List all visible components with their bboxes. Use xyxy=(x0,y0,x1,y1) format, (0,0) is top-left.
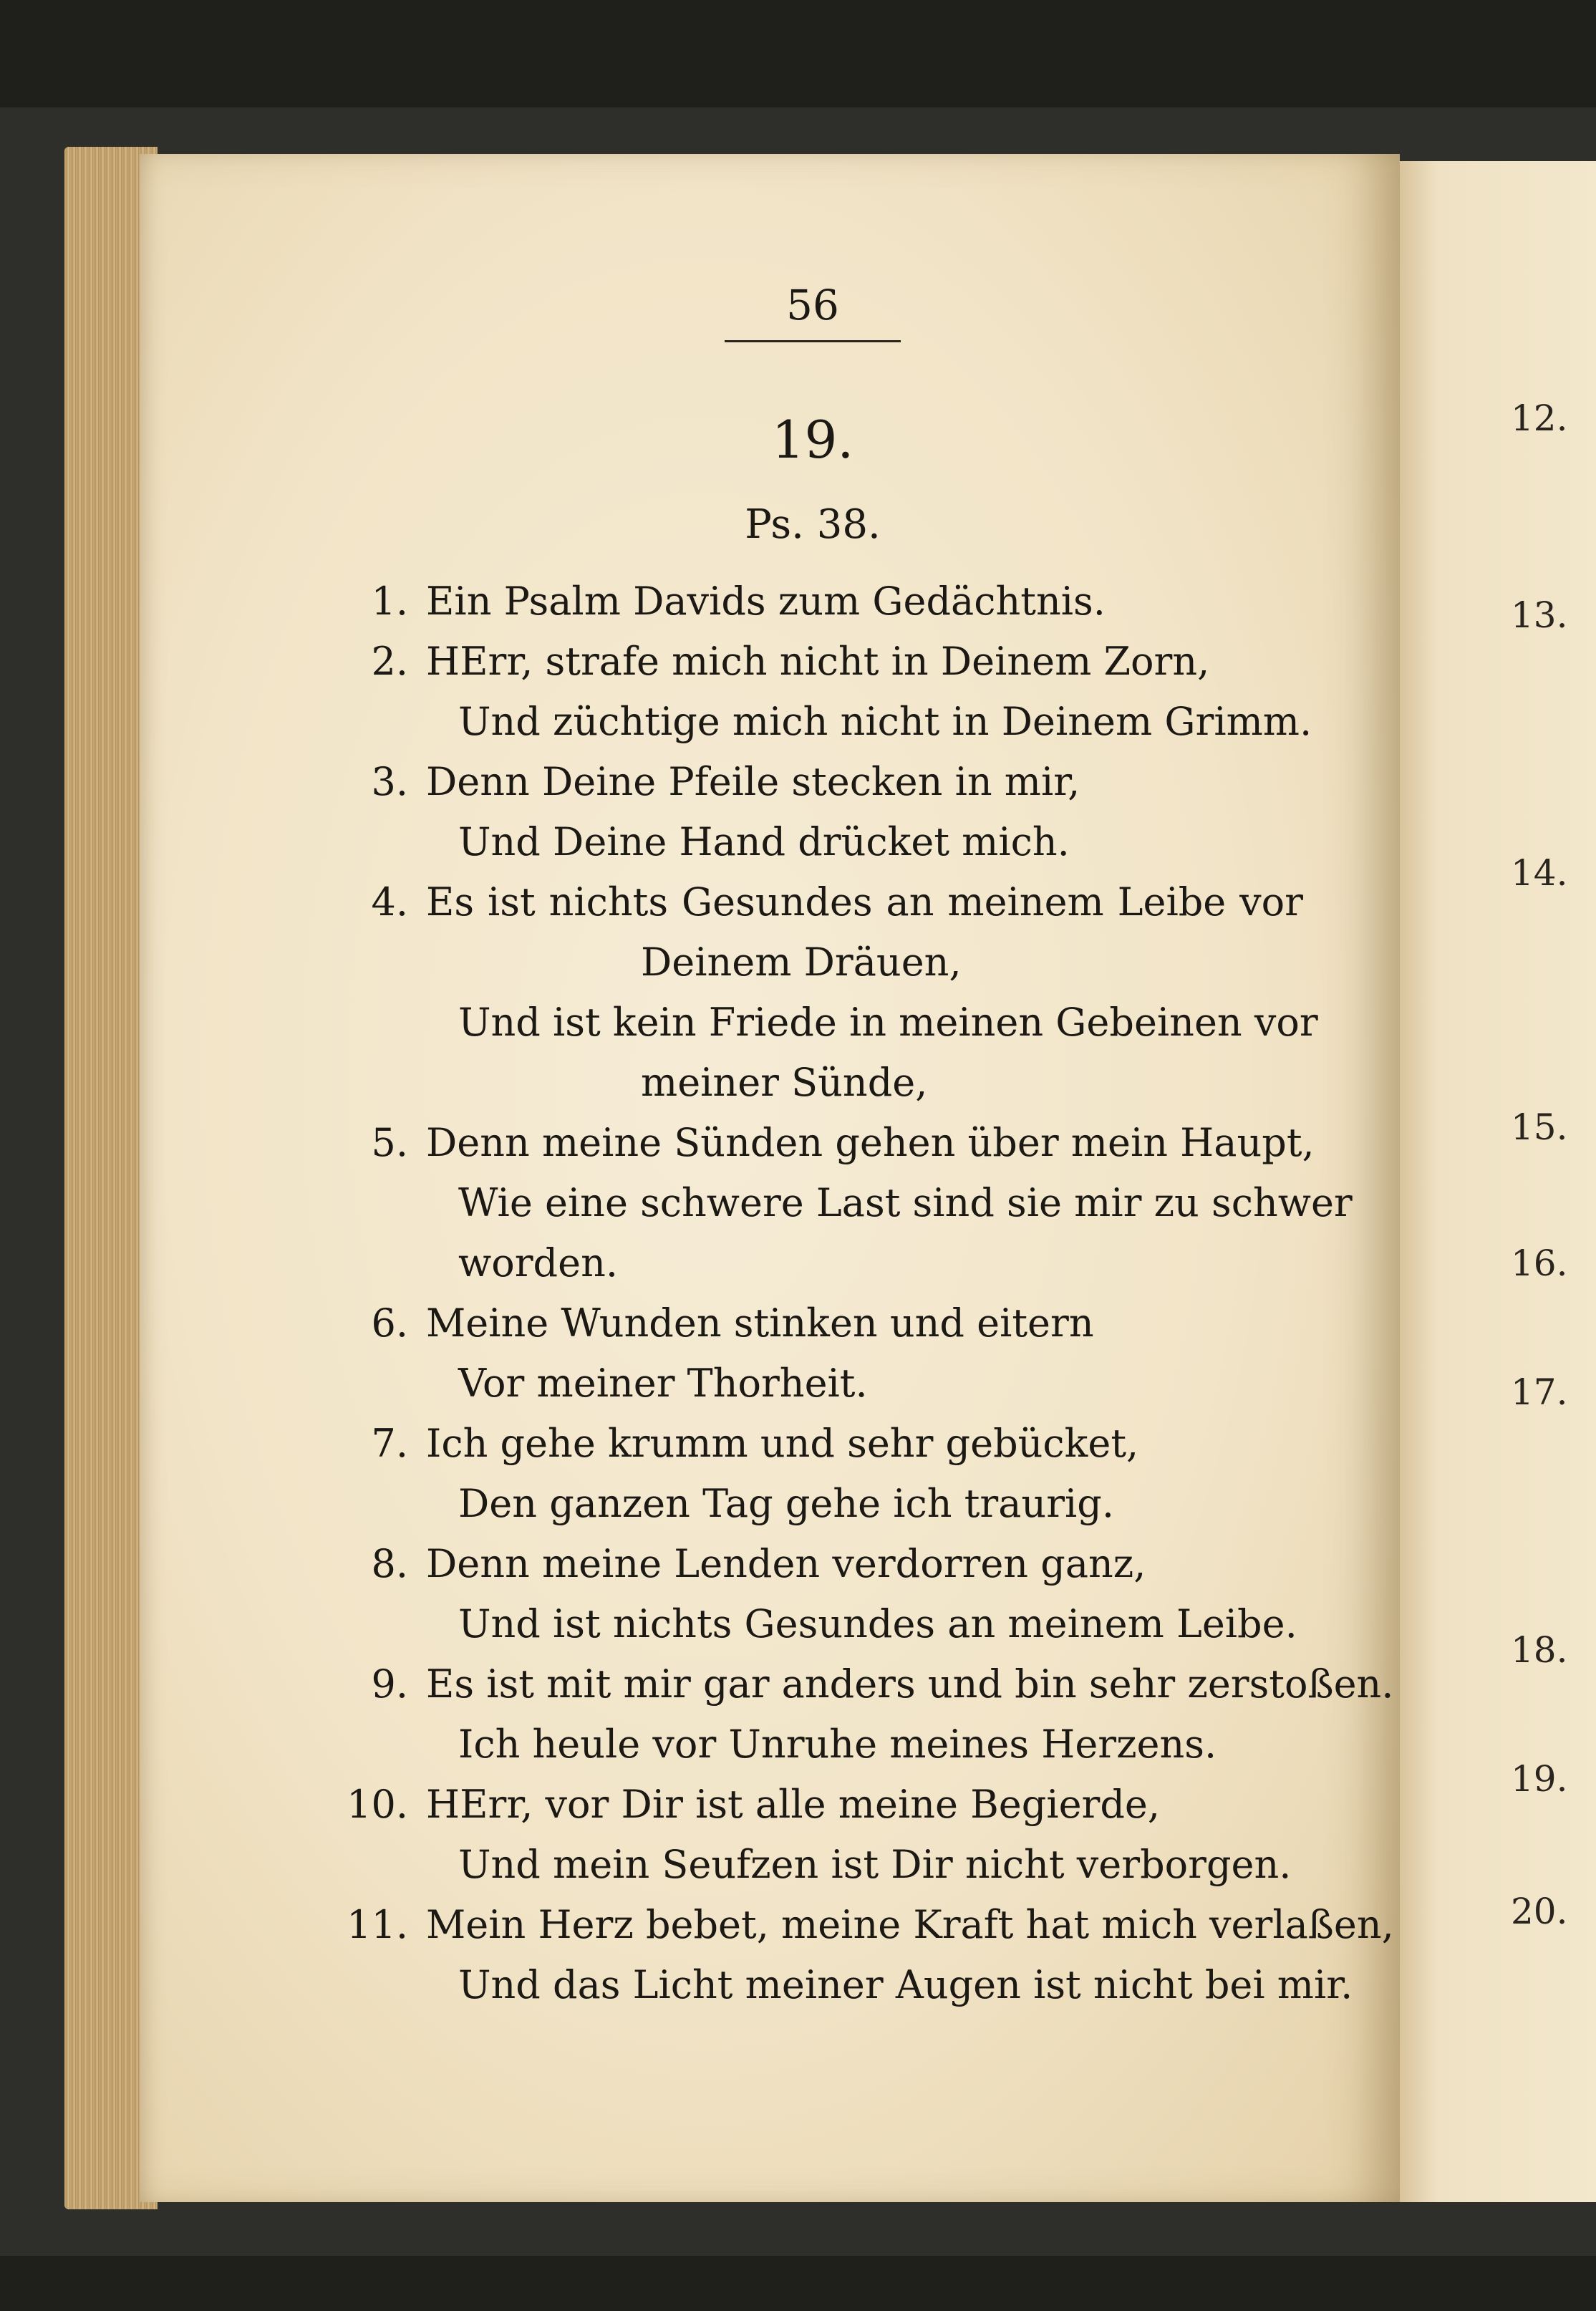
verse-number: 8. xyxy=(371,1541,408,1586)
facing-number: 12. xyxy=(1511,397,1568,439)
verse-text: Und mein Seufzen ist Dir nicht verborgen. xyxy=(458,1842,1292,1887)
verse-10-line-1 xyxy=(329,1775,1303,1835)
facing-number: 16. xyxy=(1511,1243,1568,1284)
verse-3-line-1 xyxy=(329,752,1303,812)
verse-number: 10. xyxy=(347,1782,408,1827)
header-rule xyxy=(725,340,901,342)
verse-7-line-2 xyxy=(329,1474,1303,1534)
verse-number: 6. xyxy=(371,1301,408,1346)
verse-5-line-2 xyxy=(329,1173,1353,1233)
verse-text: Denn meine Lenden verdorren ganz, xyxy=(426,1541,1146,1586)
page-number: 56 xyxy=(786,281,839,329)
verse-number: 7. xyxy=(371,1421,408,1466)
verse-text: Und ist kein Friede in meinen Gebeinen vor xyxy=(458,1000,1318,1045)
verse-text: Es ist mit mir gar anders und bin sehr zerstoßen. xyxy=(426,1661,1394,1707)
verse-2-line-2 xyxy=(329,692,1312,752)
verse-6-line-2 xyxy=(329,1354,1303,1414)
facing-number: 13. xyxy=(1511,594,1568,636)
verse-text: Meine Wunden stinken und eitern xyxy=(426,1301,1094,1346)
verse-11-line-1 xyxy=(329,1895,1394,1955)
verse-text: worden. xyxy=(458,1240,619,1285)
facing-page-verse-numbers xyxy=(1504,0,1596,2311)
psalm-number: 19. xyxy=(771,410,854,470)
verse-5-line-3 xyxy=(329,1233,1303,1293)
verse-number: 9. xyxy=(371,1661,408,1707)
facing-number: 15. xyxy=(1511,1106,1568,1148)
facing-number: 14. xyxy=(1511,852,1568,894)
verse-text: Ich gehe krumm und sehr gebücket, xyxy=(426,1421,1139,1466)
verse-text: Und das Licht meiner Augen ist nicht bei mir. xyxy=(458,1962,1353,2007)
verse-5-line-1 xyxy=(329,1113,1315,1173)
facing-number: 20. xyxy=(1511,1891,1568,1932)
verse-number: 5. xyxy=(371,1120,408,1165)
verse-3-line-2 xyxy=(329,812,1303,872)
verse-2-line-1 xyxy=(329,632,1303,692)
verse-text: meiner Sünde, xyxy=(641,1060,928,1105)
psalm-reference: Ps. 38. xyxy=(745,501,881,548)
verse-number: 4. xyxy=(371,879,408,925)
facing-number: 18. xyxy=(1511,1629,1568,1671)
verse-text: Es ist nichts Gesundes an meinem Leibe vor xyxy=(426,879,1303,925)
facing-number: 19. xyxy=(1511,1758,1568,1800)
verse-list xyxy=(329,571,1394,2015)
verse-4-line-1 xyxy=(329,872,1303,932)
verse-text: Ich heule vor Unruhe meines Herzens. xyxy=(458,1722,1217,1767)
verse-4-line-3 xyxy=(329,993,1318,1053)
verse-text: Ein Psalm Davids zum Gedächtnis. xyxy=(426,579,1106,624)
verse-text: HErr, vor Dir ist alle meine Begierde, xyxy=(426,1782,1161,1827)
verse-number: 11. xyxy=(347,1902,408,1947)
facing-number: 17. xyxy=(1511,1371,1568,1413)
verse-number: 2. xyxy=(371,639,408,684)
verse-9-line-1 xyxy=(329,1654,1394,1714)
verse-text: Denn meine Sünden gehen über mein Haupt, xyxy=(426,1120,1315,1165)
verse-10-line-2 xyxy=(329,1835,1303,1895)
verse-text: Und züchtige mich nicht in Deinem Grimm. xyxy=(458,699,1312,744)
verse-7-line-1 xyxy=(329,1414,1303,1474)
verse-number: 1. xyxy=(371,579,408,624)
verse-text: Und ist nichts Gesundes an meinem Leibe. xyxy=(458,1601,1297,1646)
verse-text: Und Deine Hand drücket mich. xyxy=(458,819,1070,864)
verse-8-line-2 xyxy=(329,1594,1303,1654)
verse-text: Deinem Dräuen, xyxy=(641,940,962,985)
verse-4-line-4 xyxy=(329,1053,1303,1113)
verse-number: 3. xyxy=(371,759,408,804)
verse-9-line-2 xyxy=(329,1714,1303,1775)
verse-4-line-2 xyxy=(329,932,1303,993)
verse-text: Vor meiner Thorheit. xyxy=(458,1361,868,1406)
verse-text: Denn Deine Pfeile stecken in mir, xyxy=(426,759,1080,804)
verse-11-line-2 xyxy=(329,1955,1353,2015)
verse-1-line-1 xyxy=(329,571,1303,632)
verse-text: HErr, strafe mich nicht in Deinem Zorn, xyxy=(426,639,1210,684)
verse-6-line-1 xyxy=(329,1293,1303,1354)
verse-text: Mein Herz bebet, meine Kraft hat mich verlaßen, xyxy=(426,1902,1394,1947)
verse-8-line-1 xyxy=(329,1534,1303,1594)
verse-text: Wie eine schwere Last sind sie mir zu schwer xyxy=(458,1180,1353,1225)
verse-text: Den ganzen Tag gehe ich traurig. xyxy=(458,1481,1115,1526)
